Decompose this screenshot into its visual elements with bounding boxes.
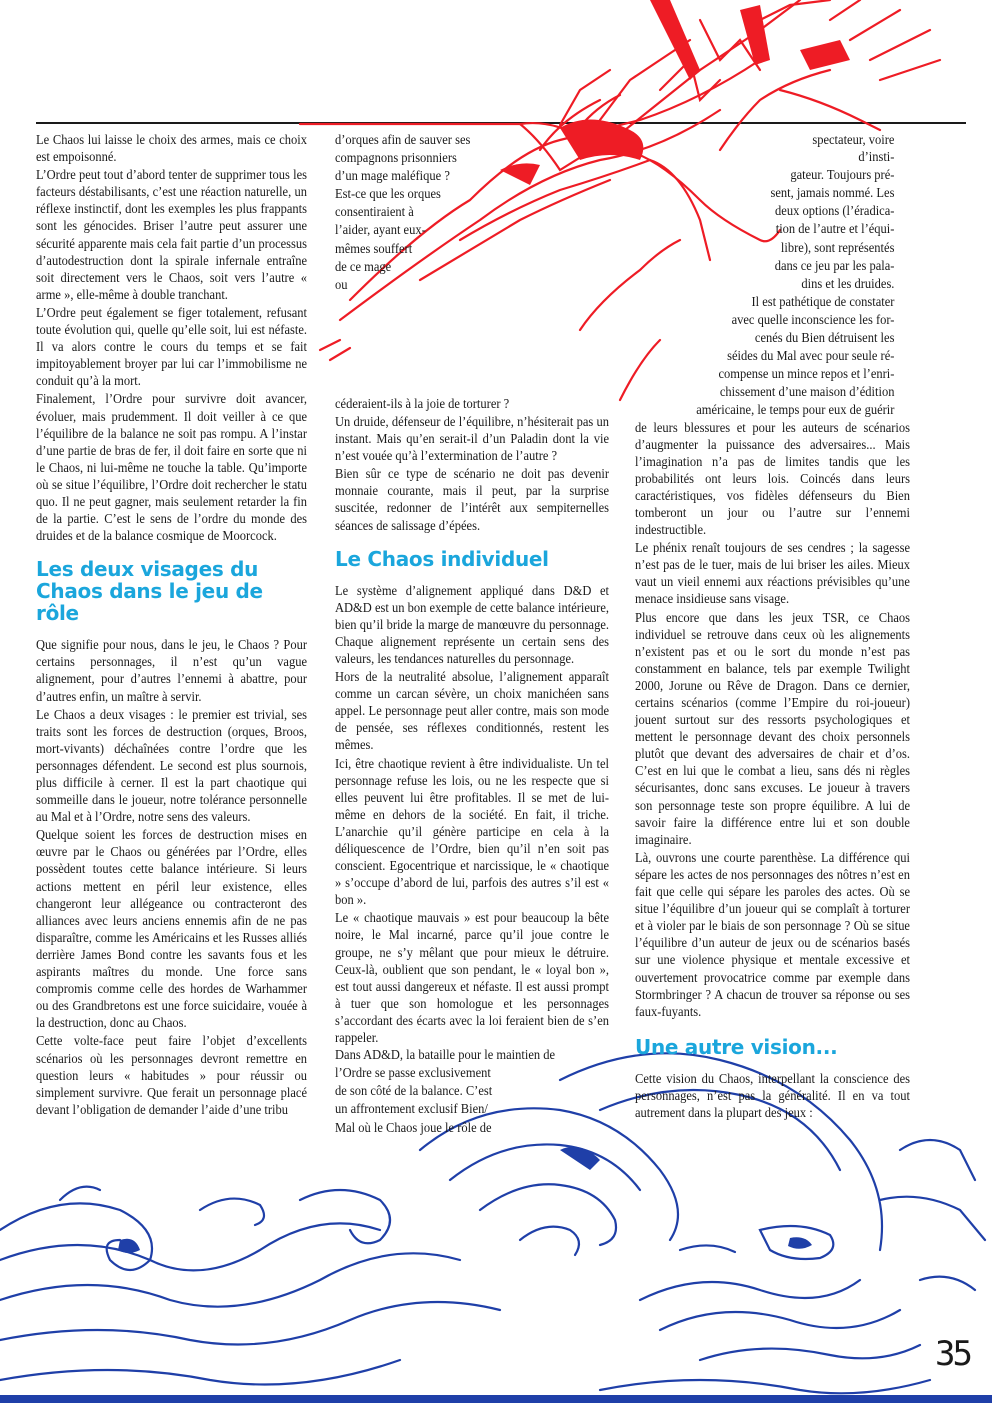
text-line: Dans AD&D, la bataille pour le maintien de — [335, 1047, 556, 1063]
paragraph: Ici, être chaotique revient à être individualiste. Un tel personnage refuse les lois, ou ne les respecte que si elles peuvent lui être profitables. Il se met de lui-même en dehors de la société. En fait, il triche. L’anarchie qu’il génère participe en cela à la déliquescence de l’Ordre, bien qu’il n’en soit pas conscient. Egocentrique et narcissique, le « chaotique » s’occupe d’abord de lui, parfois des autres s’il est « bon ». — [335, 755, 610, 908]
paragraph: Plus encore que dans les jeux TSR, ce Chaos individuel se retrouve dans ceux où les alignements n’existent pas et ou le sort du monde n’est pas constamment en balance, tels par exemple Twilight 2000, Jorune ou Rêve de Dragon. Dans ce dernier, certains scénarios (comme l’Empire du roi-joueur) jouent surtout sur des ressorts psychologiques et mettent le personnage devant des choix personnels plutôt que devant des adversaires de chair et d’os. C’est en lui que le combat a lieu, sans dés ni règles sécurisantes, donc sans excuses. Le joueur à travers son personnage teste son propre équilibre. A lui de savoir faire la différence entre lui et son double imaginaire. — [635, 609, 910, 847]
section-heading-autre-vision: Une autre vision... — [635, 1034, 838, 1059]
paragraph: Finalement, l’Ordre pour survivre doit avancer, évoluer, mais prudemment. Il doit veiller à ce que l’équilibre de la balance ne soit pas rompu. A l’instar d’une partie de bras de fer, il doit faire en sorte que ni le Chaos, ni lui-même ne touche la table. Qu’importe où se situe l’équilibre, l’Ordre doit rechercher le statu quo. Il ne peut gagner, mais seulement retarder la fin de la partie. C’est le sens de l’ordre du monde des druides et de la balance cosmique de Moorcock. — [36, 391, 308, 544]
text-line: de ce mage — [335, 258, 392, 274]
paragraph: Cette volte-face peut faire l’objet d’excellents scénarios où les personnages devront remettre en question leurs « habitudes » pour réussir ou simplement survivre. Que ferait un personnage placé devant l’obligation de demander l’aide d’une tribu — [36, 1033, 308, 1117]
text-line: Est-ce que les orques — [335, 186, 441, 202]
text-line: sent, jamais nommé. Les — [770, 185, 895, 201]
paragraph: Que signifie pour nous, dans le jeu, le Chaos ? Pour certains personnages, il n’est qu’un vague alignement, pour d’autres l’ennemi à abattre, pour d’autres enfin, un maître à servir. — [36, 637, 308, 704]
paragraph: Hors de la neutralité absolue, l’alignement apparaît comme un carcan sévère, un choix manichéen sans appel. Le personnage peut aller contre, mais son mode de pensée, ses réflexes conditionnés, restent les mêmes. — [335, 669, 610, 753]
text-line: consentiraient à — [335, 204, 414, 220]
text-line: chissement d’une maison d’édition — [719, 384, 895, 400]
text-line: d’orques afin de sauver ses — [335, 132, 471, 147]
text-line: dins et les druides. — [801, 275, 895, 291]
page-number: 35 — [935, 1334, 970, 1374]
text-line: compense un mince repos et l’enri- — [718, 366, 895, 382]
text-line: un affrontement exclusif Bien/ — [335, 1101, 488, 1117]
narrow-text-block-top — [335, 131, 500, 293]
text-line: dans ce jeu par les pala- — [774, 257, 895, 273]
text-line: ou — [335, 276, 348, 292]
paragraph: Le système d’alignement appliqué dans D&D et AD&D est un bon exemple de cette balance intérieure, bien qu’il bride la marge de manœuvre du personnage. Chaque alignement représente un certain sens des valeurs, les tendances naturelles du personnage. — [335, 582, 610, 666]
text-line: mêmes souffert — [335, 240, 413, 256]
text-line: américaine, le temps pour eux de guérir — [696, 402, 895, 418]
paragraph: Le Chaos a deux visages : le premier est trivial, ses traits sont les forces de destruction (orques, Broos, mort-vivants) déchaînées contre l’ordre que les personnages défendent. Le second est plus sournois, plus difficile à cerner. Il est la part chaotique qui sommeille dans le joueur, notre tolérance personnelle au Mal et à l’Ordre, notre sens des valeurs. — [36, 706, 308, 825]
section-heading-chaos-individuel: Le Chaos individuel — [335, 546, 549, 571]
text-line: gateur. Toujours pré- — [790, 167, 895, 183]
text-line: de son côté de la balance. C’est — [335, 1083, 493, 1099]
text-line: Il est pathétique de constater — [751, 293, 895, 309]
text-line: séides du Mal avec pour seule ré- — [727, 348, 895, 364]
text-line: tion de l’autre et l’équi- — [775, 221, 895, 237]
paragraph: céderaient-ils à la joie de torturer ? — [335, 395, 510, 411]
text-line: spectateur, voire d’insti- — [812, 132, 895, 165]
paragraph: Le Chaos lui laisse le choix des armes, mais ce choix est empoisonné. — [36, 132, 308, 165]
column-3 — [635, 131, 911, 1121]
stepped-text-block-top — [635, 131, 911, 419]
narrow-text-block-bottom — [335, 1046, 610, 1135]
paragraph: Le « chaotique mauvais » est pour beaucoup la bête noire, le Mal incarné, parce qu’il joue contre le groupe, ne s’y mêlant que pour mieux le détruire. Ceux-là, oublient que son pendant, le « loyal bon », est tout aussi dangereux et néfaste. Il est aussi prompt à tuer que son homologue et les personnages s’accordant des écarts avec la loi feraient bien de s’en rappeler. — [335, 910, 610, 1046]
paragraph: Cette vision du Chaos, interpellant la conscience des personnages, n’est pas la généralité. Il en va tout autrement dans la plupart des jeux : — [635, 1070, 910, 1120]
text-line: compagnons prisonniers — [335, 150, 457, 166]
text-line: Mal où le Chaos joue le rôle de — [335, 1119, 492, 1135]
section-heading-deux-visages: Les deux visages du Chaos dans le jeu de rôle — [36, 557, 263, 626]
paragraph: Un druide, défenseur de l’équilibre, n’hésiterait pas un instant. Mais qu’en serait-il d’un Paladin dont la vie n’est vouée qu’à l’extermination de l’autre ? — [335, 413, 610, 464]
text-line: deux options (l’éradica- — [775, 203, 895, 219]
text-line: l’Ordre se passe exclusivement — [335, 1065, 491, 1081]
text-line: cenés du Bien détruisent les — [754, 330, 895, 346]
paragraph: L’Ordre peut tout d’abord tenter de supprimer tous les facteurs déstabilisants, c’est une réaction naturelle, un réflexe instinctif, dont les exemples les plus frappants sont les génocides. Briser l’autre peut assurer une sécurité apparente mais cela fait partie d’un processus d’autodestruction dont la spirale infernale entraîne soit directement vers le Chaos, soit vers l’autre « arme », elle-même à double tranchant. — [36, 167, 308, 302]
paragraph: Bien sûr ce type de scénario ne doit pas devenir monnaie courante, mais il peut, par la surprise suscitée, redonner de l’intérêt aux sempiternelles séances de salissage d’épées. — [335, 466, 610, 533]
text-line: libre), sont représentés — [780, 239, 895, 255]
text-line: avec quelle inconscience les for- — [731, 311, 895, 327]
paragraph: Quelque soient les forces de destruction mises en œuvre par le Chaos ou générées par l’Ordre, elles possèdent toutes cette balance intérieure. Si leurs actions mettent en péril leur existence, elles changeront leur allégeance ou contracteront des alliances avec leurs anciens ennemis afin de ne pas disparaître, comme les Américains et les Russes alliés derrière James Bond contre les savants fous et les aspirants maîtres du monde. Une force sans compromis comme celle des hordes de Warhammer ou des Grandbretons est une force suicidaire, vouée à la destruction, donc au Chaos. — [36, 827, 308, 1031]
text-line: d’un mage maléfique ? — [335, 168, 450, 184]
text-line: l’aider, ayant eux- — [335, 222, 426, 238]
paragraph: Là, ouvrons une courte parenthèse. La différence qui sépare les actes de nos personnages des nôtres n’est en fait que celle qui sépare les paroles des actes. Où se situe l’équilibre d’un joueur qui se complaît à torturer et à violer par le biais de son personnage ? Où se situe l’équilibre d’un auteur de jeux ou de scénarios basés sur une violence physique et mentale excessive et ouvertement provocatrice comme par exemple dans Stormbringer ? A chacun de trouver sa réponse ou ses faux-fuyants. — [635, 849, 910, 1019]
paragraph: de leurs blessures et pour les auteurs de scénarios d’augmenter la puissance des adversaires... Mais l’imagination n’a pas de limites tandis que les probabilités ont leurs lois. Coincés dans leurs caractéristiques, vos fidèles défenseurs du Bien tomberont un jour ou l’autre sur l’ennemi indestructible. — [635, 419, 910, 538]
paragraph: Le phénix renaît toujours de ses cendres ; la sagesse n’est pas de le tuer, mais de lui briser les ailes. Mieux vaut un vieil ennemi aux réactions prévisibles qu’une menace insidieuse sans visage. — [635, 540, 910, 607]
column-2 — [335, 131, 610, 1136]
column-1 — [36, 131, 308, 1118]
top-rule — [36, 122, 966, 124]
paragraph: L’Ordre peut également se figer totalement, refusant toute évolution qui, quelle qu’elle soit, lui est néfaste. Il va alors contre le cours du temps et se fait impitoyablement broyer par lui car l’immobilisme ne conduit qu’à la mort. — [36, 304, 308, 389]
